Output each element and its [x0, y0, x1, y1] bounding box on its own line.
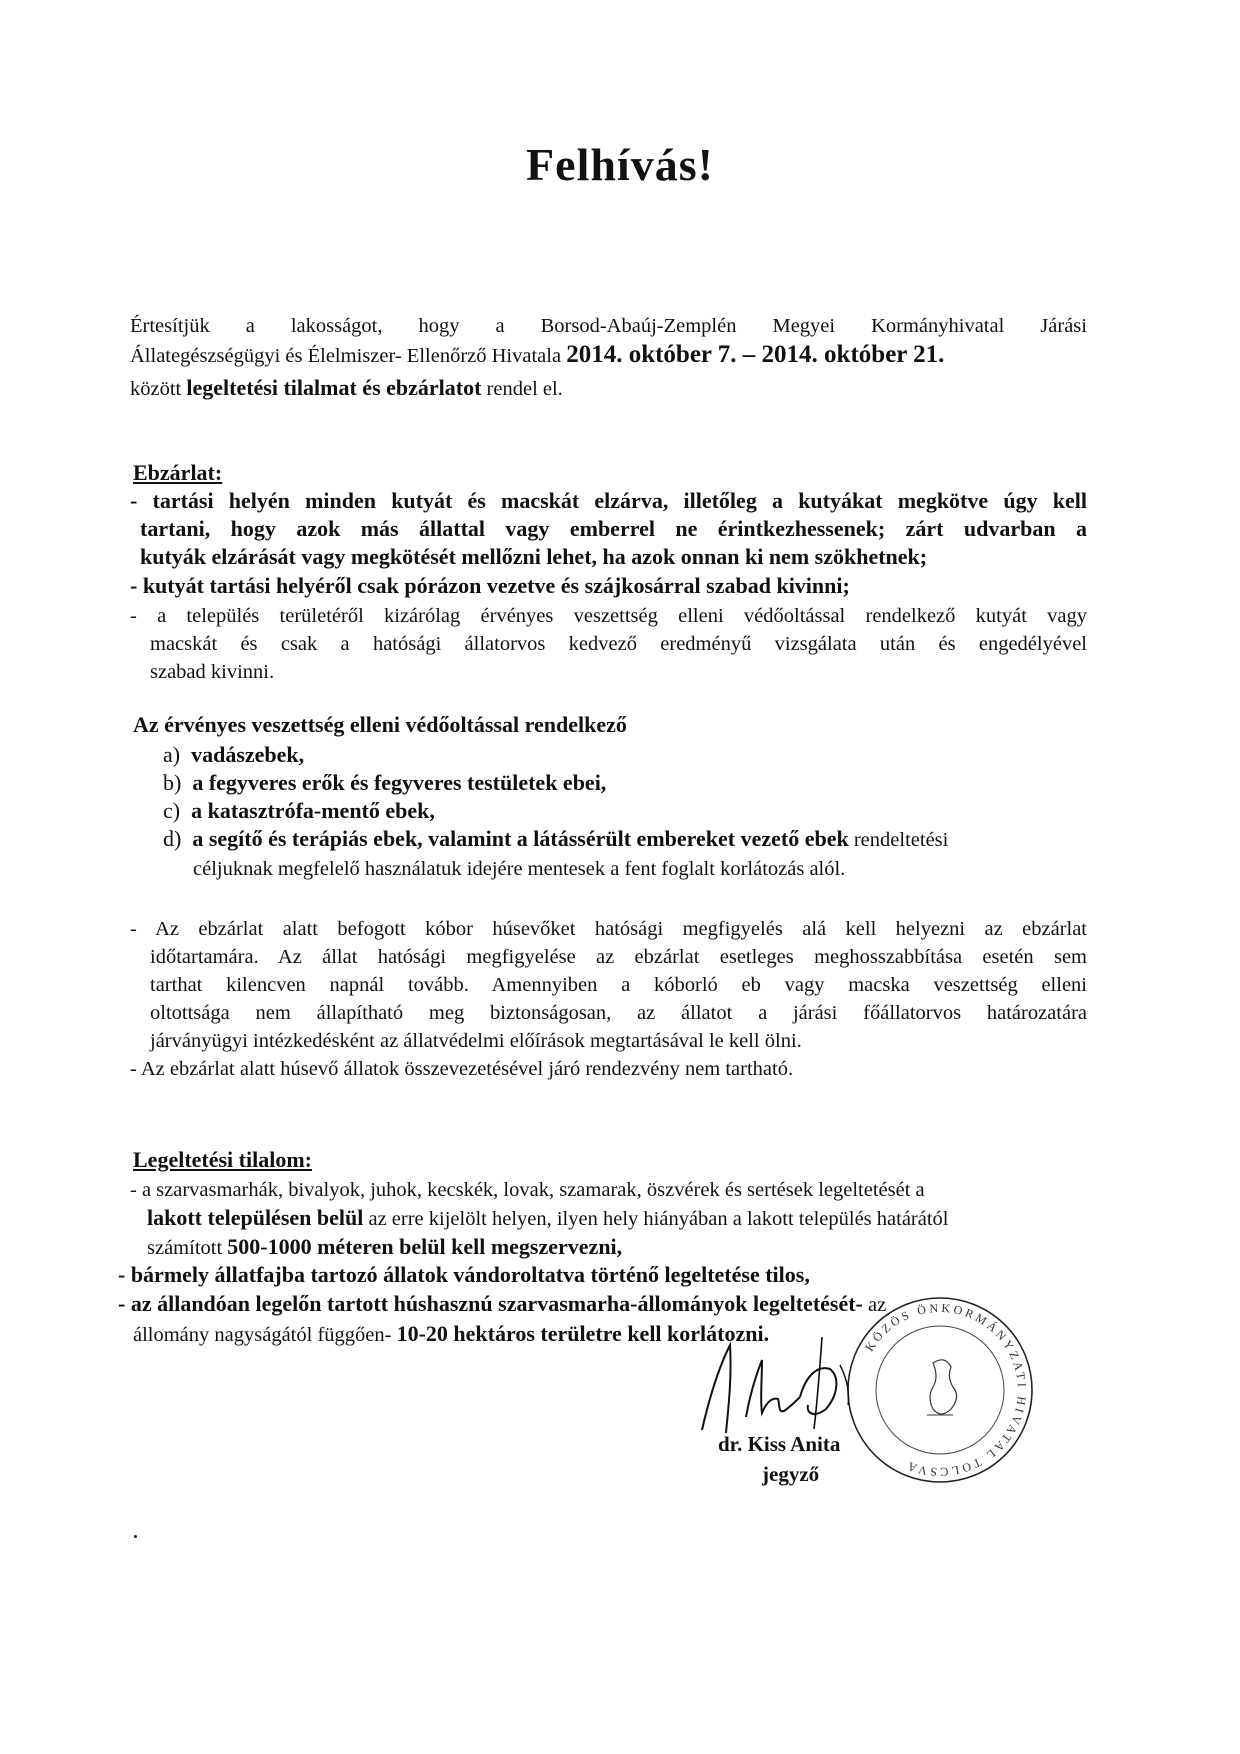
grazing-heading: Legeltetési tilalom:: [133, 1147, 312, 1172]
exemption-b: [163, 770, 606, 796]
signer-name: dr. Kiss Anita: [718, 1432, 841, 1456]
grazing-area: 10-20 hektáros területre kell korlátozni.: [396, 1321, 770, 1346]
intro-line-3-pre: között: [130, 378, 187, 400]
scan-speck: [134, 1535, 137, 1538]
grazing-item-3-bold: - az állandóan legelőn tartott húshasznú szarvasmarha-állományok legeltetését-: [118, 1291, 863, 1316]
observation-line-5: járványügyi intézkedésként az állatvédelmi előírások megtartásával le kell ölni.: [150, 1030, 802, 1052]
handwritten-signature: [690, 1325, 880, 1440]
observation-line-2: időtartamára. Az állat hatósági megfigyelése az ebzárlat esetleges meghosszabbítása esetén sem: [150, 946, 1087, 968]
exemption-d: [163, 826, 948, 854]
exemption-text: a katasztrófa-mentő ebek,: [191, 798, 435, 823]
observation-line-3: tarthat kilencven napnál tovább. Amennyiben a kóborló eb vagy macska veszettség elleni: [150, 974, 1087, 996]
exemptions-heading: Az érvényes veszettség elleni védőoltással rendelkező: [133, 712, 627, 737]
signer-role: jegyző: [762, 1462, 820, 1486]
exemption-marker: a): [163, 742, 181, 767]
grazing-line-3-pre: számított: [147, 1237, 228, 1259]
grazing-distance: 500-1000 méteren belül kell megszervezni,: [227, 1234, 623, 1259]
grazing-item-1-line-1: - a szarvasmarhák, bivalyok, juhok, kecskék, lovak, szamarak, öszvérek és sertések legeltetését a: [130, 1179, 925, 1201]
intro-line-3: [130, 374, 1087, 403]
intro-decision: legeltetési tilalmat és ebzárlatot: [186, 375, 482, 400]
exemption-marker: b): [163, 770, 182, 795]
exemption-c: [163, 798, 435, 824]
grazing-item-2: - bármely állatfajba tartozó állatok vándoroltatva történő legeltetése tilos,: [118, 1262, 810, 1287]
exemption-d-suffix: rendeltetési: [848, 829, 949, 851]
exemption-a: [163, 742, 304, 768]
grazing-line-2-rest: az erre kijelölt helyen, ilyen hely hiányában a lakott település határától: [363, 1208, 949, 1230]
exemption-text: a fegyveres erők és fegyveres testületek ebei,: [192, 770, 607, 795]
observation-line-6: - Az ebzárlat alatt húsevő állatok összevezetésével járó rendezvény nem tartható.: [130, 1058, 794, 1080]
exemptions-tail: céljuknak megfelelő használatuk idejére mentesek a fent foglalt korlátozás alól.: [193, 858, 846, 880]
intro-dates: 2014. október 7. – 2014. október 21.: [566, 341, 945, 368]
ebzarlat-item-2: - kutyát tartási helyéről csak pórázon vezetve és szájkosárral szabad kivinni;: [130, 573, 850, 598]
grazing-item-1-line-2: [147, 1204, 1087, 1233]
observation-line-4: oltottsága nem állapítható meg biztonságosan, az állatot a járási főállatorvos határozatára: [150, 1002, 1087, 1024]
intro-line-2: [130, 341, 1100, 370]
ebzarlat-item-1-line-3: kutyák elzárását vagy megkötését mellőzni lehet, ha azok onnan ki nem szökhetnek;: [140, 544, 928, 569]
svg-text:KÖZÖS ÖNKORMÁNYZATI HIVATAL TO: KÖZÖS ÖNKORMÁNYZATI HIVATAL TOLCSVA: [862, 1300, 1030, 1480]
intro-line-1: Értesítjük a lakosságot, hogy a Borsod-Abaúj-Zemplén Megyei Kormányhivatal Járási: [130, 315, 1087, 337]
grazing-item-3-tail: az: [862, 1294, 887, 1316]
ebzarlat-item-1-line-1: - tartási helyén minden kutyát és macskát elzárva, illetőleg a kutyákat megkötve úgy kell: [130, 488, 1087, 513]
ebzarlat-heading: Ebzárlat:: [133, 460, 223, 485]
grazing-bold-inside: lakott településen belül: [147, 1205, 364, 1230]
ebzarlat-item-3-line-1: - a település területéről kizárólag érvényes veszettség elleni védőoltással rendelkező kutyát vagy: [130, 605, 1087, 627]
ebzarlat-item-3-line-2: macskát és csak a hatósági állatorvos kedvező eredményű vizsgálata után és engedélyével: [150, 633, 1087, 655]
document-title: Felhívás!: [526, 139, 714, 190]
exemption-marker: c): [163, 798, 181, 823]
intro-line-2-text: Állategészségügyi és Élelmiszer- Ellenőrző Hivatala: [130, 345, 567, 367]
grazing-item-3-pre: állomány nagyságától függően-: [133, 1324, 397, 1346]
ebzarlat-item-3-line-3: szabad kivinni.: [150, 661, 275, 683]
ebzarlat-item-1-line-2: tartani, hogy azok más állattal vagy emberrel ne érintkezhessenek; zárt udvarban a: [140, 516, 1087, 541]
intro-line-3-post: rendel el.: [481, 378, 563, 400]
exemption-text: a segítő és terápiás ebek, valamint a látássérült embereket vezető ebek: [192, 826, 849, 851]
observation-line-1: - Az ebzárlat alatt befogott kóbor húsevőket hatósági megfigyelés alá kell helyezni az ebzárlat: [130, 918, 1087, 940]
exemption-marker: d): [163, 826, 182, 851]
exemption-text: vadászebek,: [191, 742, 305, 767]
grazing-item-1-line-3: [147, 1233, 1087, 1262]
